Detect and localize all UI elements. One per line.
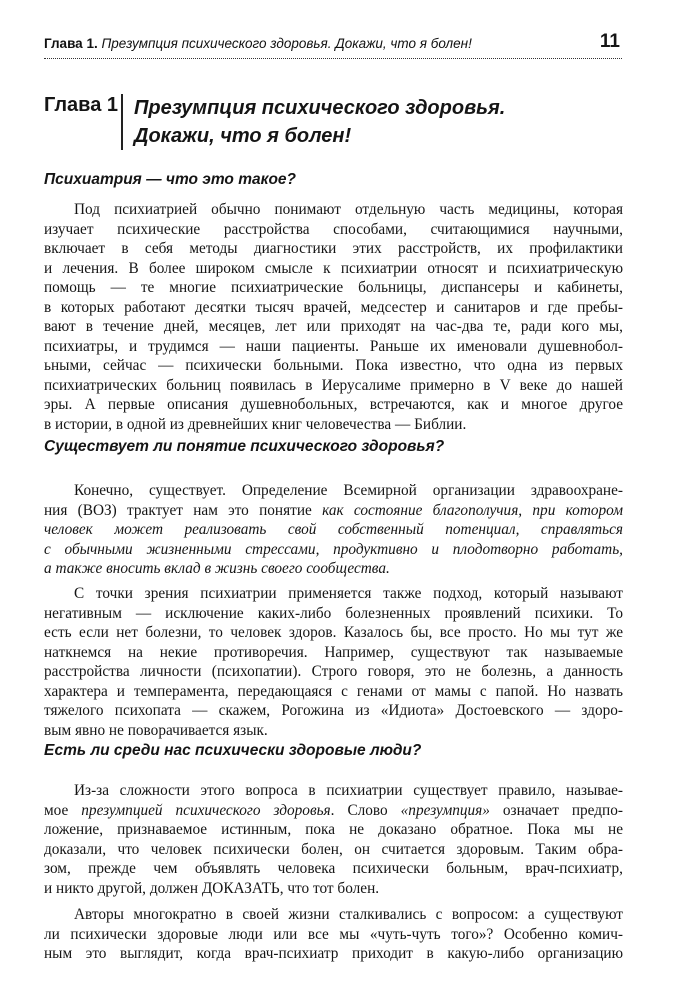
chapter-title-line: Презумпция психического здоровья. <box>134 97 506 119</box>
text-line <box>44 559 623 579</box>
running-head <box>44 30 622 59</box>
italic-run: презумпцией психического здоровья <box>81 801 331 819</box>
italic-run: с обычными жизненными стрессами, продуктивно и плодотворно работать, <box>44 540 623 558</box>
text-line: тяжелого психопата — скажем, Рогожина из «Идиота» Достоевского — здоро- <box>44 702 623 719</box>
chapter-title-line: Докажи, что я болен! <box>134 125 352 147</box>
text-line <box>44 501 623 521</box>
text-line: ли психически здоровые люди или все мы «чуть-чуть того»? Особенно комич- <box>44 925 623 943</box>
text-line: Авторы многократно в своей жизни сталкивались с вопросом: а существуют <box>74 906 623 923</box>
text-run: мое <box>44 801 69 819</box>
text-line: изучает психические расстройства способами, считающимися научными, <box>44 220 623 238</box>
section-heading: Психиатрия — что это такое? <box>44 171 297 188</box>
text-line <box>44 801 623 821</box>
text-line: психиатрических больниц появилась в Иерусалиме примерно в V веке до нашей <box>44 376 623 394</box>
italic-run: «презумпция» <box>400 801 490 819</box>
text-line: Из-за сложности этого вопроса в психиатрии существует правило, называе- <box>74 782 623 799</box>
paragraph <box>44 905 623 964</box>
text-line: и лечения. В более широком смысле к психиатрии относят и психиатрическую <box>44 259 623 277</box>
page-number: 11 <box>599 31 620 52</box>
text-line: включает в себя методы диагностики этих расстройств, их профилактики <box>44 240 623 257</box>
italic-run: как состояние благополучия, при котором <box>322 501 623 519</box>
text-line <box>44 520 623 540</box>
paragraph <box>44 781 623 898</box>
paragraph <box>44 584 623 740</box>
paragraph <box>44 481 623 579</box>
text-line: помощь — те многие психиатрические больницы, диспансеры и кабинеты, <box>44 279 623 296</box>
text-line: характера и темперамента, передающаяся с генами от мамы с папой. Но назвать <box>44 682 623 700</box>
running-head-chapter: Глава 1. <box>44 36 98 51</box>
text-line: расстройства личности (психопатии). Строго говоря, это не болезнь, а данность <box>44 663 623 680</box>
text-run: ния (ВОЗ) трактует нам это понятие <box>44 501 312 519</box>
text-line: в истории, в одной из древнейших книг человечества — Библии. <box>44 415 467 433</box>
paragraph <box>44 200 623 434</box>
text-line: ложение, признаваемое истинным, пока не доказано обратное. Пока мы не <box>44 821 623 838</box>
text-line: негативным — исключение каких-либо болезненных проявлений психики. То <box>44 604 623 622</box>
text-line <box>44 540 623 560</box>
italic-run: человек может реализовать свой собственный потенциал, справляться <box>44 521 623 538</box>
italic-run: а также вносить вклад в жизнь своего сообщества. <box>44 560 390 577</box>
text-run: . Слово <box>330 801 388 819</box>
text-line: ным это выглядит, когда врач-психиатр приходит в какую-либо организацию <box>44 945 623 962</box>
chapter-title <box>134 94 505 150</box>
text-line: вым явно не поворачивается язык. <box>44 721 268 739</box>
text-run: означает предпо- <box>502 801 623 819</box>
text-line: психиатры, и трудимся — наши пациенты. Раньше их именовали душевнобол- <box>44 337 623 355</box>
text-line: и никто другой, должен ДОКАЗАТЬ, что тот болен. <box>44 879 380 897</box>
section-heading: Есть ли среди нас психически здоровые люди? <box>44 742 422 759</box>
running-head-title: Презумпция психического здоровья. Докажи, что я болен! <box>101 36 472 51</box>
text-line: Конечно, существует. Определение Всемирной организации здравоохране- <box>74 482 623 499</box>
text-line: зом, прежде чем объявлять человека психически больным, врач-психиатр, <box>44 860 623 877</box>
text-line: ьными, сейчас — психически больными. Пока известно, что одна из первых <box>44 357 623 374</box>
chapter-number: Глава 1 <box>44 94 119 116</box>
text-line: доказали, что человек психически болен, он считается здоровым. Таким обра- <box>44 840 623 858</box>
section-heading: Существует ли понятие психического здоровья? <box>44 438 445 455</box>
chapter-divider <box>121 94 123 150</box>
text-line: есть если нет болезни, то человек здоров. Казалось бы, все просто. Но мы тут же <box>44 624 623 641</box>
text-line: наткнемся на некие противоречия. Например, существуют так называемые <box>44 643 623 661</box>
text-line: вают в течение дней, месяцев, лет или приходят на час-два те, ради кого мы, <box>44 318 623 335</box>
text-line: С точки зрения психиатрии применяется также подход, который называют <box>74 585 623 602</box>
chapter-heading <box>44 94 624 158</box>
text-line: в которых работают десятки тысяч врачей, медсестер и санитаров и где пребы- <box>44 298 623 316</box>
running-head-text <box>44 36 472 51</box>
text-line: Под психиатрией обычно понимают отдельную часть медицины, которая <box>74 201 623 218</box>
text-line: эры. А первые описания душевнобольных, встречаются, как и многое другое <box>44 396 623 413</box>
